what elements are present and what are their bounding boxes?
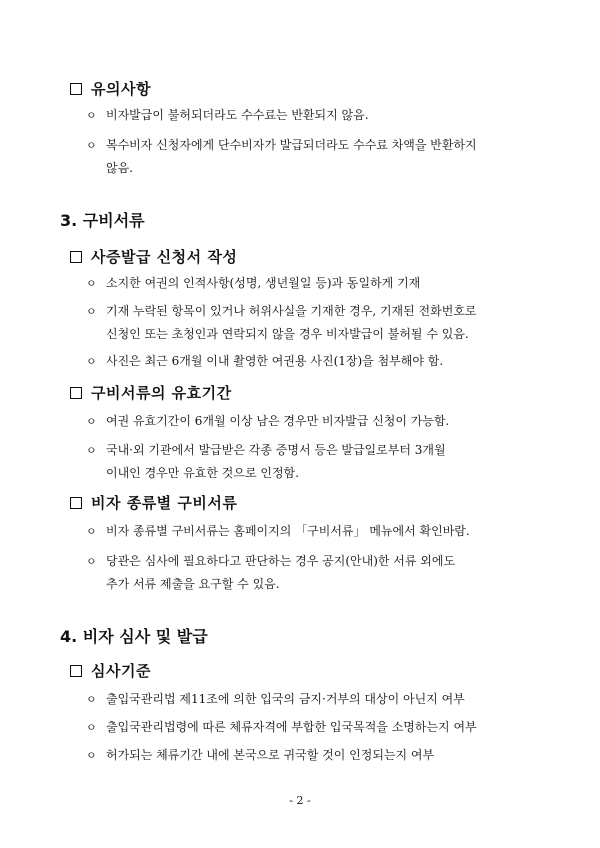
list-item: ㅇ 기재 누락된 항목이 있거나 허위사실을 기재한 경우, 기재된 전화번호로 신청인 또는 초청인과 연락되지 않을 경우 비자발급이 불허될 수 있음. — [86, 300, 546, 346]
list-item: ㅇ 복수비자 신청자에게 단수비자가 발급되더라도 수수료 차액을 반환하지 않음. — [86, 134, 546, 180]
criteria-heading: 심사기준 — [70, 660, 151, 681]
bullet-circle-icon: ㅇ — [86, 109, 97, 122]
form-heading: 사증발급 신청서 작성 — [70, 246, 237, 267]
bullet-circle-icon: ㅇ — [86, 721, 97, 734]
list-item: ㅇ 비자 종류별 구비서류는 홈페이지의 「구비서류」 메뉴에서 확인바람. — [86, 520, 546, 543]
bullet-circle-icon: ㅇ — [86, 555, 97, 568]
bullet-circle-icon: ㅇ — [86, 525, 97, 538]
checkbox-square-icon — [70, 83, 82, 95]
list-item: ㅇ 출입국관리법령에 따른 체류자격에 부합한 입국목적을 소명하는지 여부 — [86, 716, 546, 739]
bullet-circle-icon: ㅇ — [86, 139, 97, 152]
list-item: ㅇ 허가되는 체류기간 내에 본국으로 귀국할 것이 인정되는지 여부 — [86, 744, 546, 767]
checkbox-square-icon — [70, 665, 82, 677]
bytype-heading: 비자 종류별 구비서류 — [70, 492, 237, 513]
bullet-circle-icon: ㅇ — [86, 305, 97, 318]
bullet-circle-icon: ㅇ — [86, 749, 97, 762]
list-item: ㅇ 출입국관리법 제11조에 의한 입국의 금지·거부의 대상이 아닌지 여부 — [86, 688, 546, 711]
bullet-circle-icon: ㅇ — [86, 444, 97, 457]
bullet-circle-icon: ㅇ — [86, 277, 97, 290]
list-item: ㅇ 여권 유효기간이 6개월 이상 남은 경우만 비자발급 신청이 가능함. — [86, 410, 546, 433]
notes-heading: 유의사항 — [70, 78, 151, 99]
list-item: ㅇ 사진은 최근 6개월 이내 촬영한 여권용 사진(1장)을 첨부해야 함. — [86, 350, 546, 373]
list-item: ㅇ 비자발급이 불허되더라도 수수료는 반환되지 않음. — [86, 104, 546, 127]
bullet-circle-icon: ㅇ — [86, 355, 97, 368]
section-title: 3. 구비서류 — [60, 211, 145, 230]
list-item: ㅇ 당관은 심사에 필요하다고 판단하는 경우 공지(안내)한 서류 외에도 추가 서류 제출을 요구할 수 있음. — [86, 550, 546, 596]
checkbox-square-icon — [70, 497, 82, 509]
checkbox-square-icon — [70, 251, 82, 263]
checkbox-square-icon — [70, 387, 82, 399]
list-item: ㅇ 국내·외 기관에서 발급받은 각종 증명서 등은 발급일로부터 3개월 이내인 경우만 유효한 것으로 인정함. — [86, 439, 546, 485]
page-number: - 2 - — [289, 794, 311, 807]
validity-heading: 구비서류의 유효기간 — [70, 382, 232, 403]
bullet-circle-icon: ㅇ — [86, 693, 97, 706]
bullet-circle-icon: ㅇ — [86, 415, 97, 428]
section-title: 4. 비자 심사 및 발급 — [60, 627, 208, 646]
list-item: ㅇ 소지한 여권의 인적사항(성명, 생년월일 등)과 동일하게 기재 — [86, 272, 546, 295]
